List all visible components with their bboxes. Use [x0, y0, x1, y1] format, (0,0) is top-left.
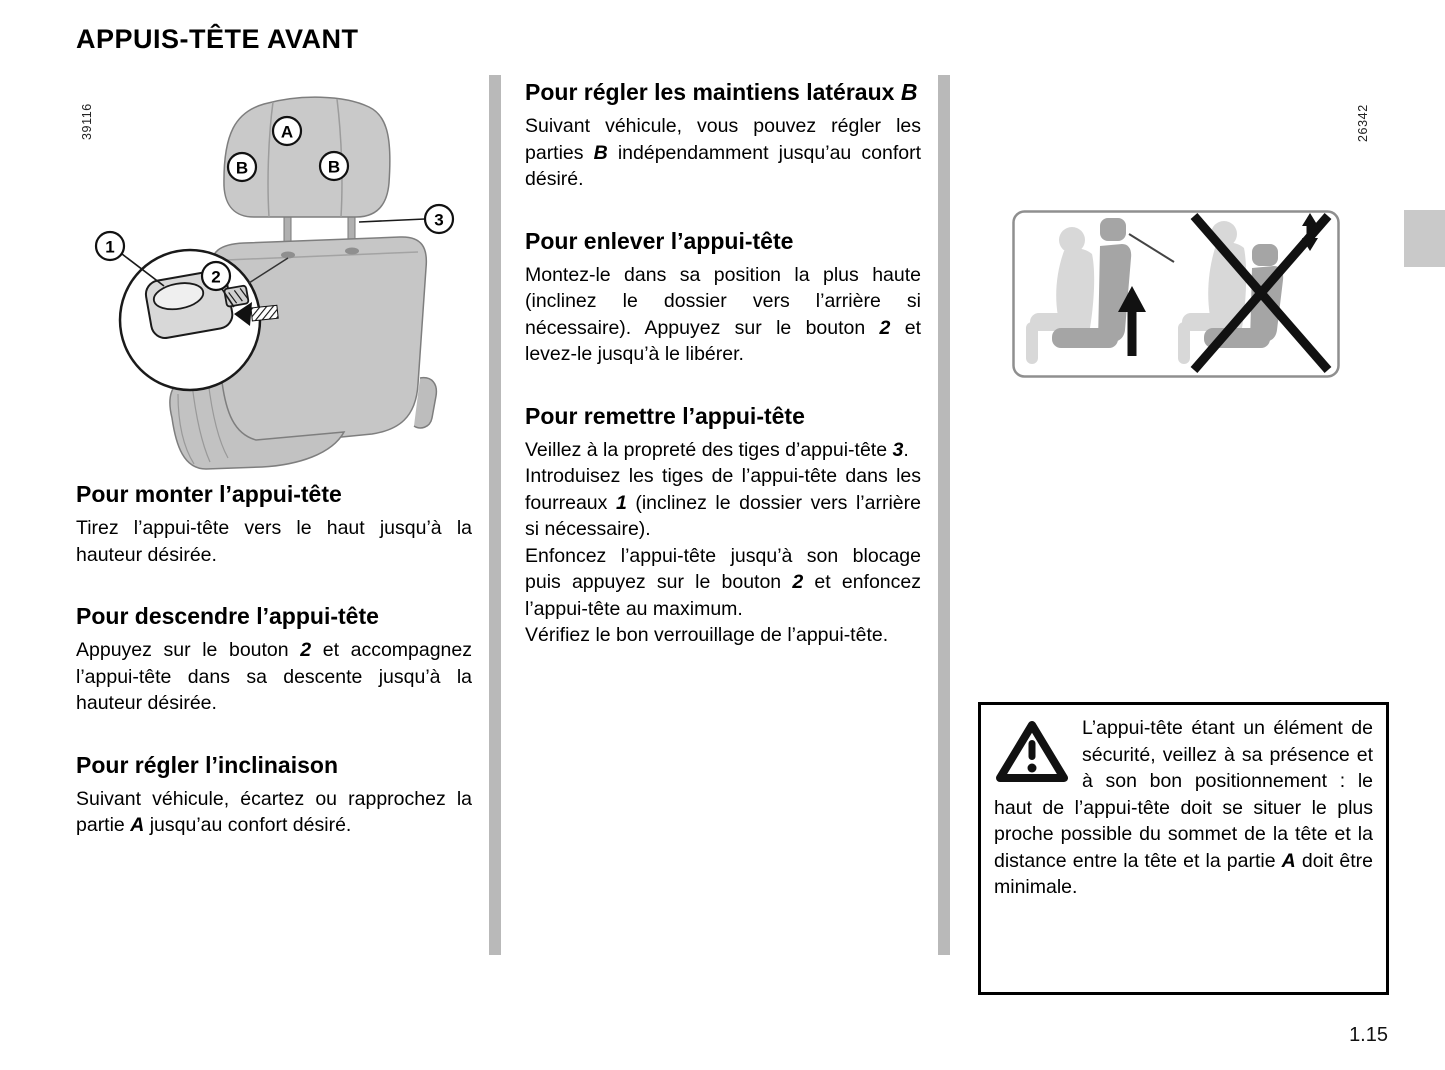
section-descendre-appui-tete: [76, 602, 472, 717]
callout-1: [96, 232, 124, 260]
section-heading: Pour monter l’appui-tête: [76, 481, 342, 507]
warning-text: L’appui-tête étant un élément de sécurité, veillez à sa présence et à son bon positionnement : le haut de l’appui-tête doit se situer le plus proche possible du sommet de la tête et la distance entre la tête et la partie A doit être minimale.: [994, 717, 1373, 898]
section-heading: Pour régler l’inclinaison: [76, 751, 339, 778]
section-heading: Pour remettre l’appui-tête: [525, 402, 805, 429]
warning-triangle-icon: [994, 718, 1070, 784]
callout-a-label: A: [280, 122, 294, 142]
callout-b-right-label: B: [327, 157, 341, 177]
column-divider-right: [938, 75, 950, 955]
callout-2-label: 2: [211, 267, 221, 287]
section-paragraph: Montez-le dans sa position la plus haute (inclinez le dossier vers l’arrière si nécessaire). Appuyez sur le bouton 2 et levez-le jusqu’à le libérer.: [525, 263, 921, 365]
section-paragraph: Suivant véhicule, vous pouvez régler les parties B indépendamment jusqu’au confort désiré.: [525, 115, 921, 190]
section-enlever-appui-tete: [525, 227, 921, 368]
release-button: [224, 285, 249, 307]
callout-b-left: [228, 153, 256, 181]
column-divider-left: [489, 75, 501, 955]
section-monter-appui-tete: [76, 480, 472, 568]
callout-3-leader: [359, 219, 425, 222]
middle-column: [525, 78, 921, 649]
post-sleeve-right: [345, 248, 359, 255]
callout-3-label: 3: [434, 210, 444, 230]
section-paragraph: Veillez à la propreté des tiges d’appui-tête 3.: [525, 438, 909, 461]
section-maintiens-lateraux: [525, 78, 921, 193]
section-paragraph: Appuyez sur le bouton 2 et accompagnez l’appui-tête dans sa descente jusqu’à la hauteur désirée.: [76, 639, 473, 714]
page-number: 1.15: [1349, 1024, 1388, 1046]
callout-b-left-label: B: [235, 158, 249, 178]
seat-cushion: [1052, 328, 1118, 348]
headrest-too-low: [1252, 244, 1278, 266]
section-paragraph: Tirez l’appui-tête vers le haut jusqu’à la hauteur désirée.: [76, 517, 472, 566]
headrest-position-illustration: [1012, 210, 1340, 378]
callout-2: [202, 262, 230, 290]
callout-b-right: [320, 152, 348, 180]
callout-1-label: 1: [105, 237, 115, 257]
post-sleeve-left: [281, 252, 295, 259]
headrest-raised: [1100, 218, 1126, 241]
section-heading: Pour régler les maintiens latéraux B: [525, 79, 918, 105]
chapter-tab: [1404, 210, 1445, 267]
section-paragraph: Vérifiez le bon verrouillage de l’appui-tête.: [525, 624, 889, 646]
seat-illustration: [76, 88, 476, 473]
figure-ref-left: 39116: [80, 103, 94, 140]
person-leg: [1178, 322, 1190, 364]
warning-box: [978, 702, 1389, 995]
figure-ref-right: 26342: [1356, 104, 1370, 142]
callout-a: [273, 117, 301, 145]
section-heading: Pour descendre l’appui-tête: [76, 603, 379, 629]
section-paragraph: Introduisez les tiges de l’appui-tête dans les fourreaux 1 (inclinez le dossier vers l’arrière si nécessaire).: [525, 465, 921, 540]
page-title: APPUIS-TÊTE AVANT: [76, 24, 359, 54]
section-remettre-appui-tete: [525, 402, 921, 649]
left-column: [76, 480, 472, 839]
section-paragraph: Enfoncez l’appui-tête jusqu’à son blocage puis appuyez sur le bouton 2 et enfoncez l’appui-tête au maximum.: [525, 544, 921, 620]
callout-3: [425, 205, 453, 233]
section-heading: Pour enlever l’appui-tête: [525, 227, 794, 254]
person-leg: [1026, 322, 1038, 364]
section-regler-inclinaison: [76, 751, 472, 839]
section-paragraph: Suivant véhicule, écartez ou rapprochez la partie A jusqu’au confort désiré.: [76, 787, 472, 836]
